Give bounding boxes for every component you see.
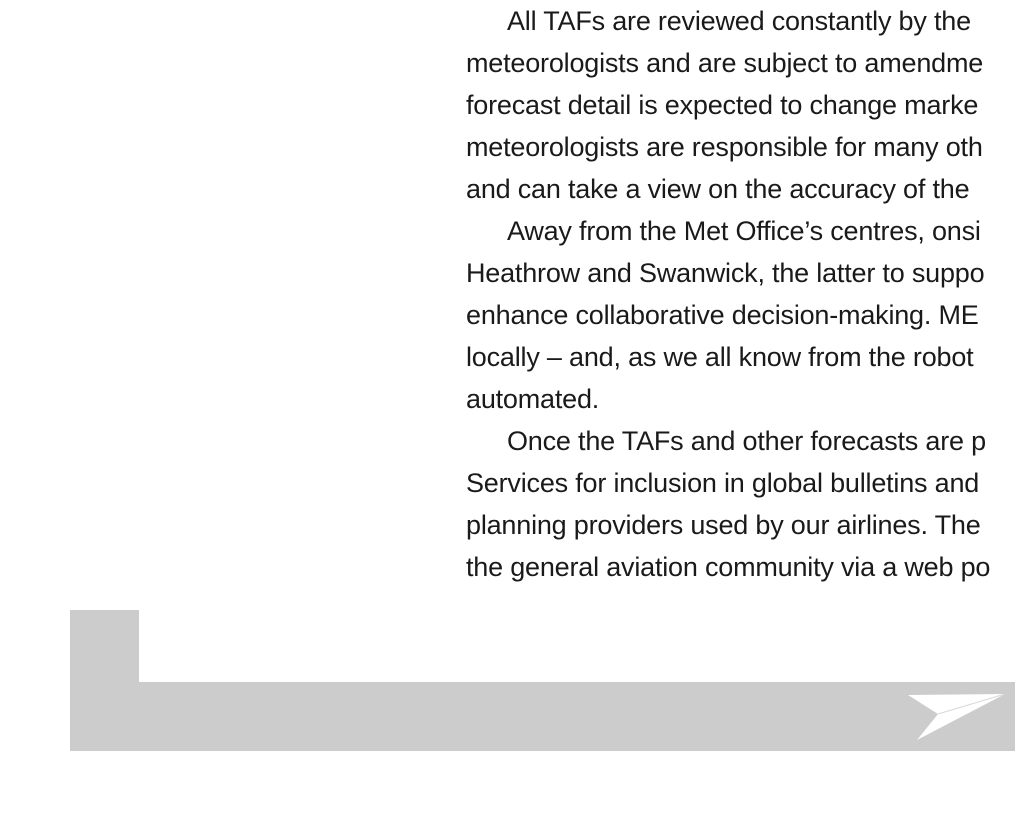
paragraph-2-line-3: enhance collaborative decision-making. ME	[466, 300, 979, 330]
paragraph-2-line-4: locally – and, as we all know from the robot	[466, 342, 974, 372]
footer-band-shape	[70, 610, 1015, 751]
paragraph-3-line-2: Services for inclusion in global bulletins and	[466, 468, 980, 498]
paragraph-1-line-2: meteorologists and are subject to amendme	[466, 48, 984, 78]
paragraph-3-line-1: Once the TAFs and other forecasts are p	[507, 426, 986, 456]
paragraph-1-line-4: meteorologists are responsible for many oth	[466, 132, 983, 162]
paragraph-1-line-5: and can take a view on the accuracy of the	[466, 174, 970, 204]
paragraph-2-line-2: Heathrow and Swanwick, the latter to suppo	[466, 258, 985, 288]
paragraph-3-line-4: the general aviation community via a web po	[466, 552, 991, 582]
paragraph-1-line-1: All TAFs are reviewed constantly by the	[507, 6, 971, 36]
paragraph-1-line-3: forecast detail is expected to change marke	[466, 90, 979, 120]
paragraph-2-line-1: Away from the Met Office’s centres, onsi	[507, 216, 981, 246]
paragraph-2-line-5: automated.	[466, 384, 600, 414]
footer-band	[70, 610, 1015, 751]
article-text-column	[466, 0, 1024, 600]
paragraph-3-line-3: planning providers used by our airlines. The	[466, 510, 981, 540]
